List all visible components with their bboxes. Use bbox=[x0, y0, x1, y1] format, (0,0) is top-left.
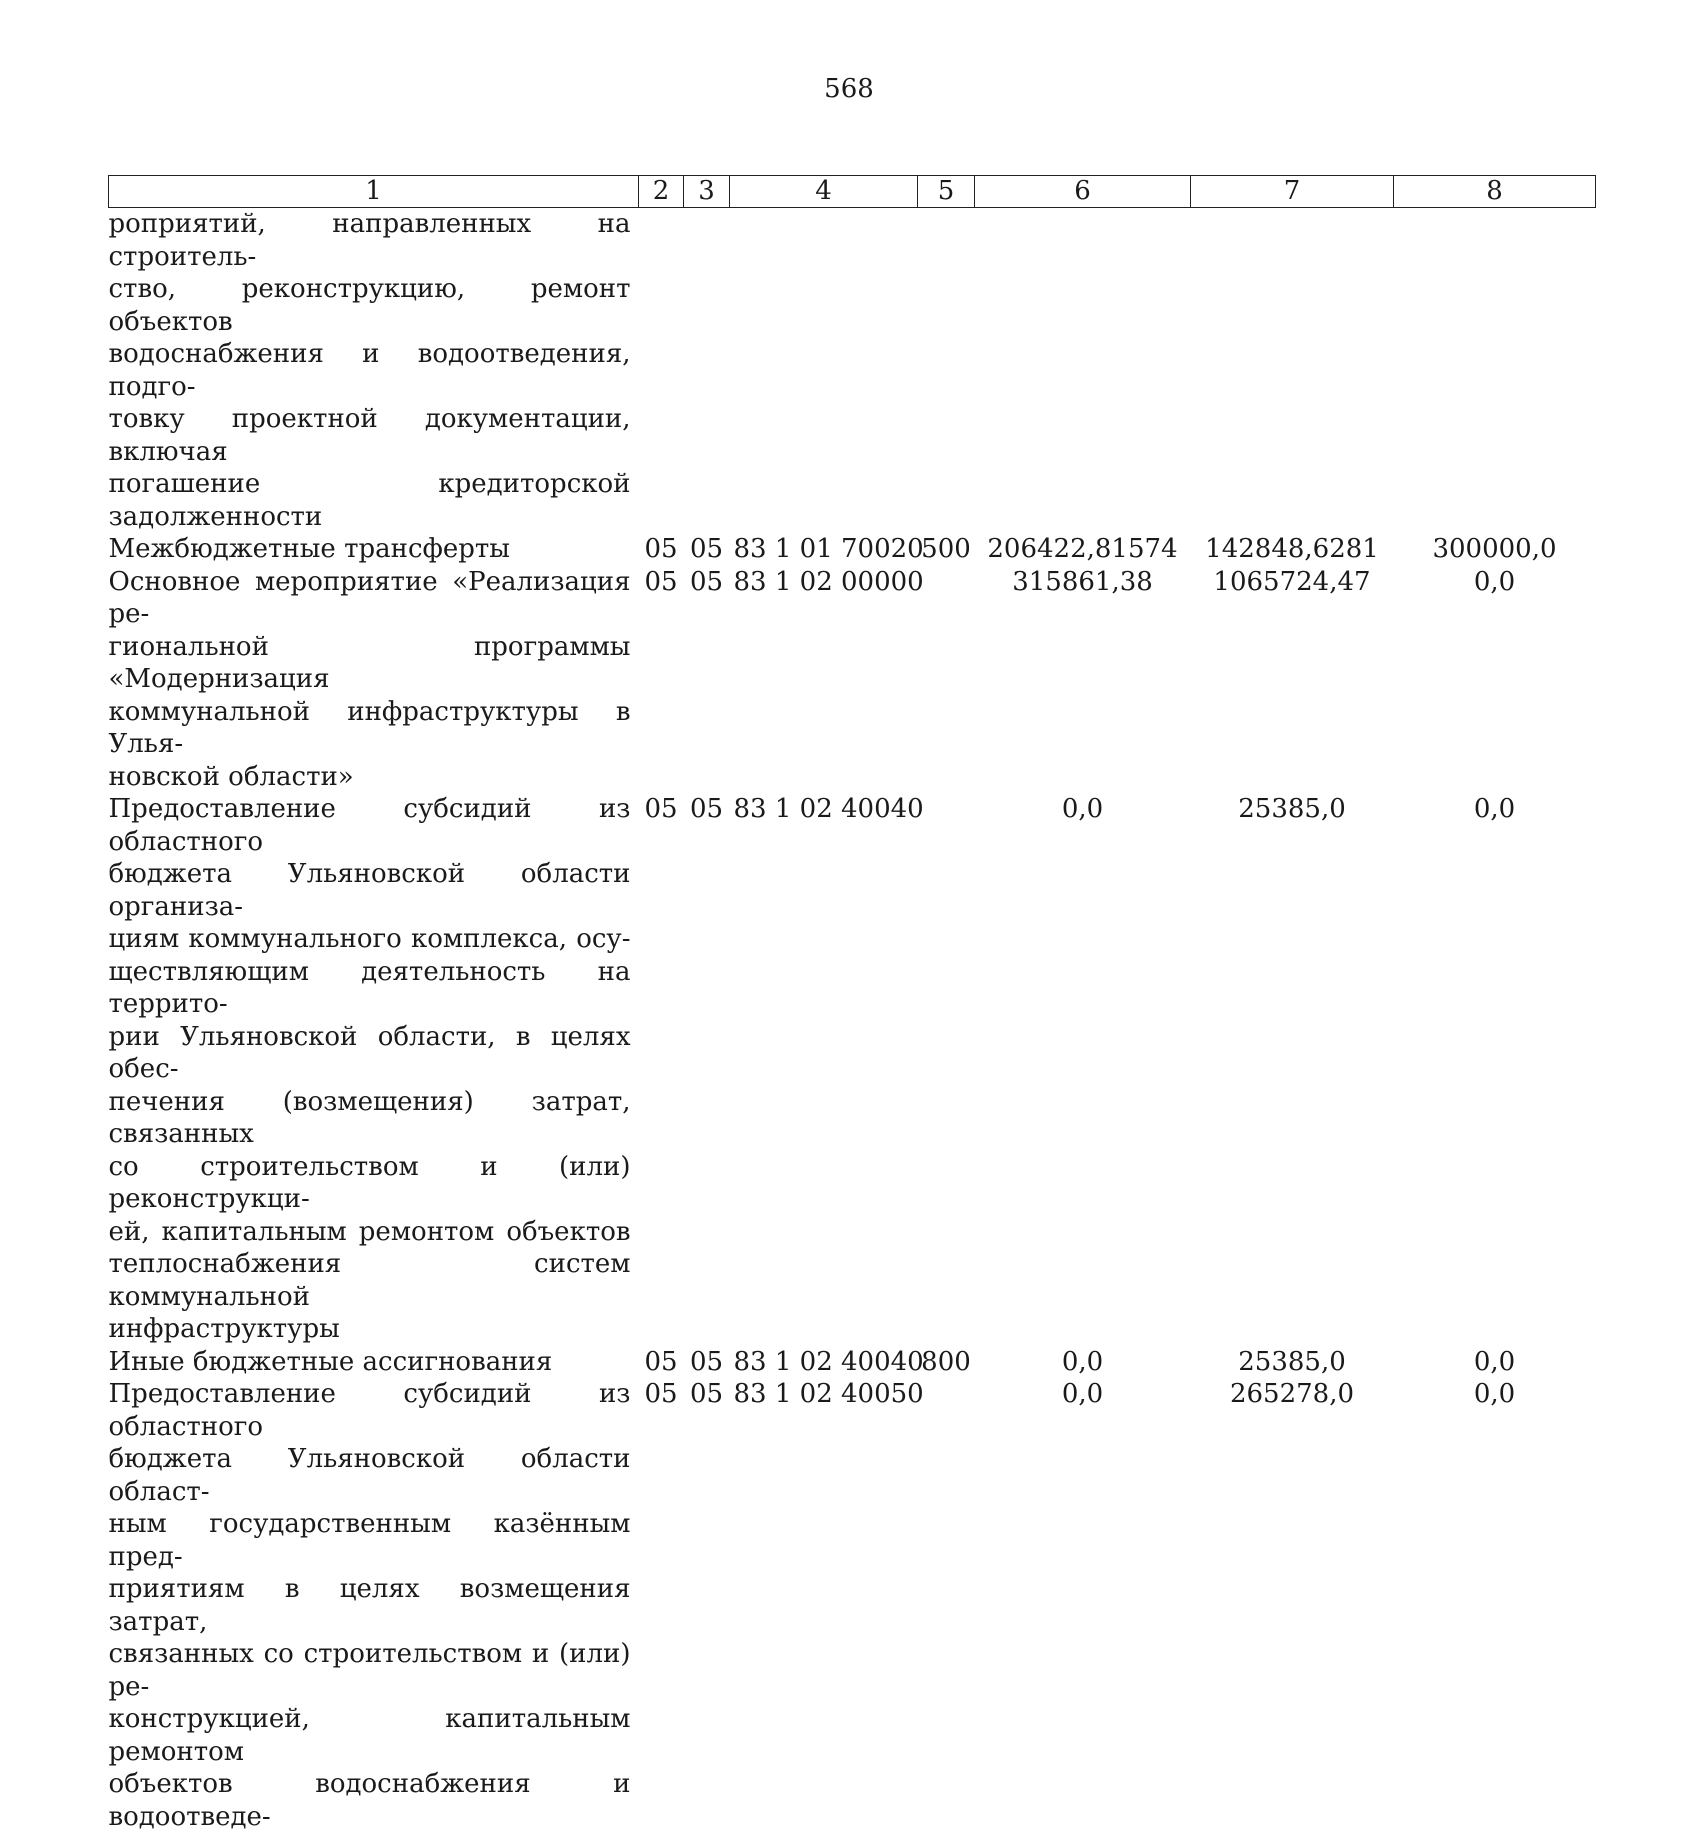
description-line: циям коммунального комплекса, осу- bbox=[109, 923, 631, 956]
description-line: рии Ульяновской области, в целях обес- bbox=[109, 1021, 631, 1086]
description-line: Основное мероприятие «Реализация ре- bbox=[109, 566, 631, 631]
table-row bbox=[109, 533, 1596, 566]
cell-expense-type: 800 bbox=[918, 1346, 975, 1379]
description-line: ство, реконструкцию, ремонт объектов bbox=[109, 273, 631, 338]
cell-amount-col8: 300000,0 bbox=[1394, 533, 1596, 566]
table-header-row bbox=[109, 176, 1596, 208]
column-header-2: 2 bbox=[639, 176, 684, 208]
description-line: ным государственным казённым пред- bbox=[109, 1508, 631, 1573]
cell-amount-col6 bbox=[975, 208, 1191, 534]
description-line: бюджета Ульяновской области организа- bbox=[109, 858, 631, 923]
description-line: инфраструктуры bbox=[109, 1313, 631, 1346]
description-line: Иные бюджетные ассигнования bbox=[109, 1346, 631, 1379]
description-line: Предоставление субсидий из областного bbox=[109, 793, 631, 858]
cell-amount-col6: 0,0 bbox=[975, 1346, 1191, 1379]
cell-expense-type bbox=[918, 1378, 975, 1833]
cell-amount-col7: 25385,0 bbox=[1191, 1346, 1394, 1379]
cell-amount-col7: 142848,6281 bbox=[1191, 533, 1394, 566]
description-line: приятиям в целях возмещения затрат, bbox=[109, 1573, 631, 1638]
cell-amount-col7: 25385,0 bbox=[1191, 793, 1394, 1346]
cell-subsection: 05 bbox=[684, 1378, 730, 1833]
table-row bbox=[109, 208, 1596, 534]
cell-expense-type bbox=[918, 566, 975, 794]
row-description bbox=[109, 533, 639, 566]
cell-amount-col6: 0,0 bbox=[975, 793, 1191, 1346]
cell-subsection: 05 bbox=[684, 533, 730, 566]
cell-amount-col8 bbox=[1394, 208, 1596, 534]
column-header-1: 1 bbox=[109, 176, 639, 208]
description-line: ей, капитальным ремонтом объектов bbox=[109, 1216, 631, 1249]
cell-target-article: 83 1 02 40050 bbox=[730, 1378, 918, 1833]
cell-target-article: 83 1 01 70020 bbox=[730, 533, 918, 566]
cell-subsection: 05 bbox=[684, 793, 730, 1346]
description-line: бюджета Ульяновской области област- bbox=[109, 1443, 631, 1508]
table-row bbox=[109, 566, 1596, 794]
cell-amount-col7 bbox=[1191, 208, 1394, 534]
table-row bbox=[109, 1378, 1596, 1833]
budget-table bbox=[108, 175, 1596, 1833]
cell-target-article: 83 1 02 40040 bbox=[730, 793, 918, 1346]
cell-section: 05 bbox=[639, 533, 684, 566]
cell-expense-type bbox=[918, 793, 975, 1346]
row-description bbox=[109, 1346, 639, 1379]
column-header-6: 6 bbox=[975, 176, 1191, 208]
cell-subsection: 05 bbox=[684, 566, 730, 794]
row-description bbox=[109, 793, 639, 1346]
table-row bbox=[109, 1346, 1596, 1379]
cell-expense-type: 500 bbox=[918, 533, 975, 566]
cell-expense-type bbox=[918, 208, 975, 534]
row-description bbox=[109, 208, 639, 534]
page-number: 568 bbox=[0, 74, 1698, 104]
cell-section: 05 bbox=[639, 566, 684, 794]
description-line: со строительством и (или) реконструкци- bbox=[109, 1151, 631, 1216]
cell-amount-col8: 0,0 bbox=[1394, 1378, 1596, 1833]
description-line: Межбюджетные трансферты bbox=[109, 533, 631, 566]
cell-amount-col8: 0,0 bbox=[1394, 566, 1596, 794]
cell-section: 05 bbox=[639, 1378, 684, 1833]
cell-target-article bbox=[730, 208, 918, 534]
description-line: Предоставление субсидий из областного bbox=[109, 1378, 631, 1443]
cell-amount-col8: 0,0 bbox=[1394, 793, 1596, 1346]
table-body bbox=[109, 208, 1596, 1833]
cell-section: 05 bbox=[639, 793, 684, 1346]
description-line: печения (возмещения) затрат, связанных bbox=[109, 1086, 631, 1151]
cell-target-article: 83 1 02 40040 bbox=[730, 1346, 918, 1379]
cell-target-article: 83 1 02 00000 bbox=[730, 566, 918, 794]
description-line: конструкцией, капитальным ремонтом bbox=[109, 1703, 631, 1768]
cell-amount-col6: 315861,38 bbox=[975, 566, 1191, 794]
column-header-5: 5 bbox=[918, 176, 975, 208]
cell-subsection bbox=[684, 208, 730, 534]
description-line: водоснабжения и водоотведения, подго- bbox=[109, 338, 631, 403]
description-line: ществляющим деятельность на террито- bbox=[109, 956, 631, 1021]
description-line: объектов водоснабжения и водоотведе- bbox=[109, 1768, 631, 1833]
column-header-4: 4 bbox=[730, 176, 918, 208]
description-line: гиональной программы «Модернизация bbox=[109, 631, 631, 696]
table-row bbox=[109, 793, 1596, 1346]
row-description bbox=[109, 566, 639, 794]
row-description bbox=[109, 1378, 639, 1833]
cell-amount-col8: 0,0 bbox=[1394, 1346, 1596, 1379]
column-header-3: 3 bbox=[684, 176, 730, 208]
description-line: новской области» bbox=[109, 761, 631, 794]
cell-section: 05 bbox=[639, 1346, 684, 1379]
cell-subsection: 05 bbox=[684, 1346, 730, 1379]
cell-amount-col7: 265278,0 bbox=[1191, 1378, 1394, 1833]
description-line: связанных со строительством и (или) ре- bbox=[109, 1638, 631, 1703]
description-line: товку проектной документации, включая bbox=[109, 403, 631, 468]
cell-amount-col7: 1065724,47 bbox=[1191, 566, 1394, 794]
description-line: коммунальной инфраструктуры в Улья- bbox=[109, 696, 631, 761]
description-line: роприятий, направленных на строитель- bbox=[109, 208, 631, 273]
cell-amount-col6: 0,0 bbox=[975, 1378, 1191, 1833]
description-line: погашение кредиторской задолженности bbox=[109, 468, 631, 533]
cell-amount-col6: 206422,81574 bbox=[975, 533, 1191, 566]
column-header-7: 7 bbox=[1191, 176, 1394, 208]
column-header-8: 8 bbox=[1394, 176, 1596, 208]
description-line: теплоснабжения систем коммунальной bbox=[109, 1248, 631, 1313]
cell-section bbox=[639, 208, 684, 534]
